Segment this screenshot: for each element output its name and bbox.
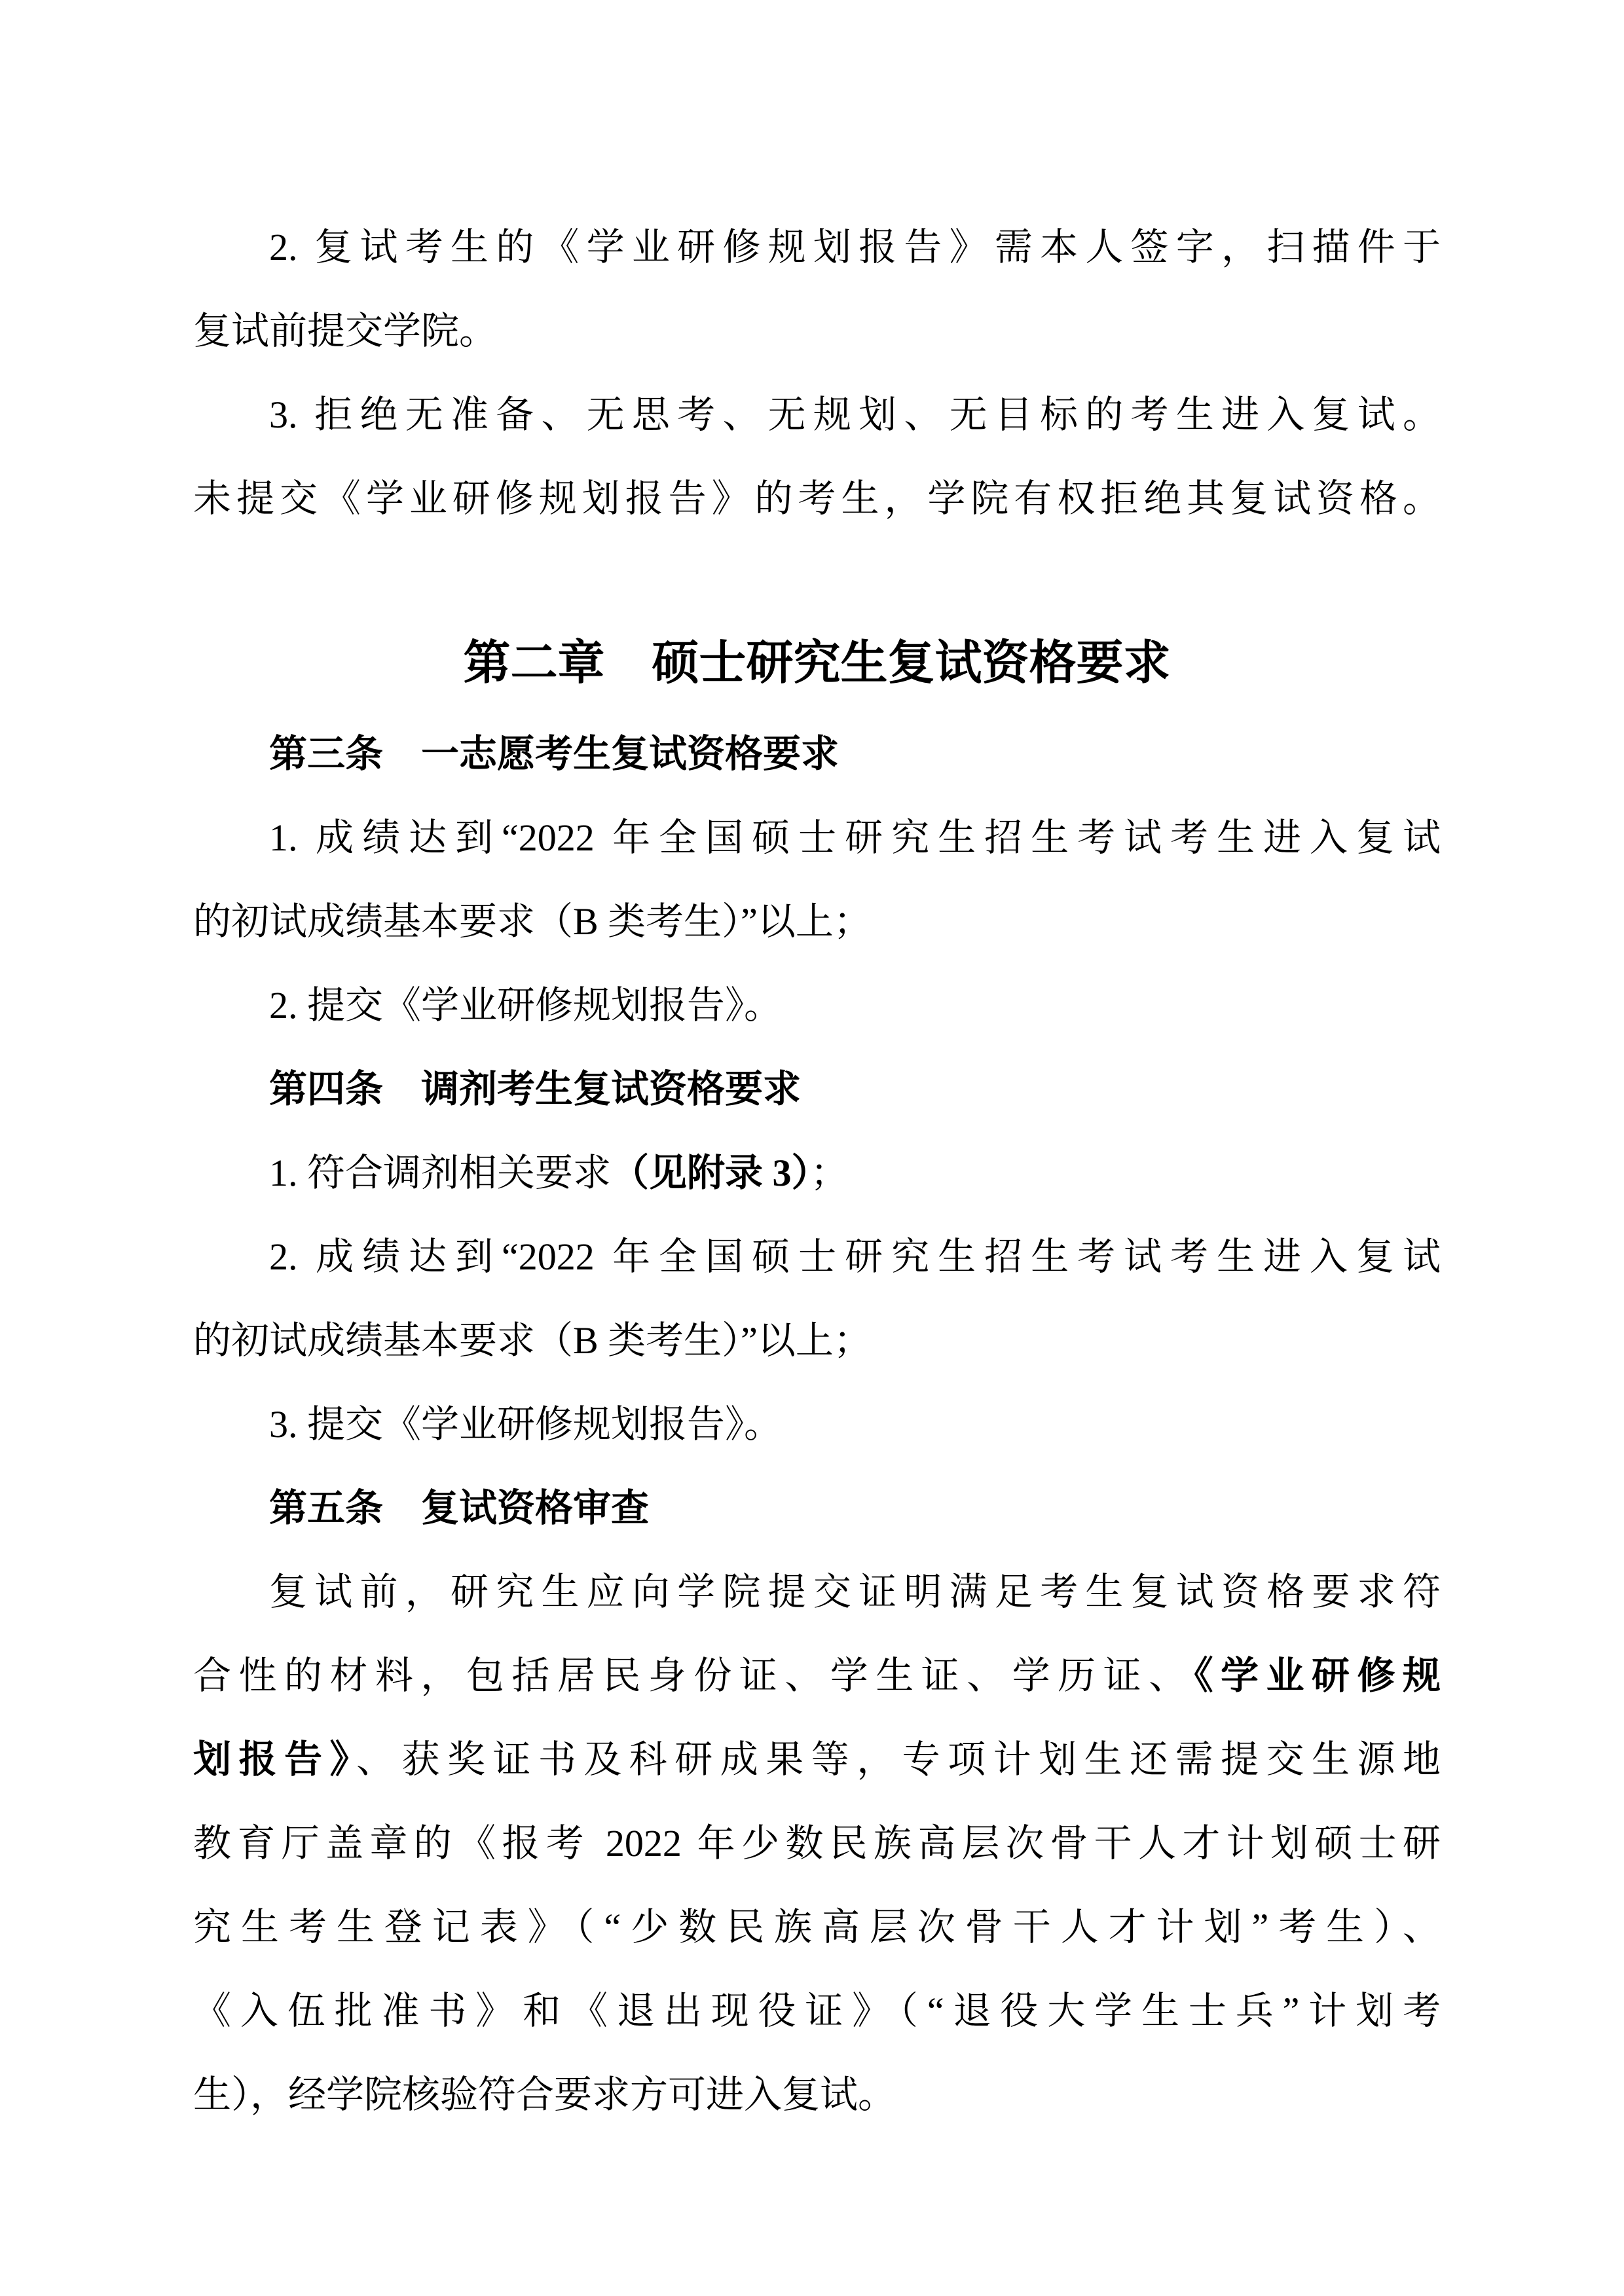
clause-4-heading [193, 1048, 1441, 1131]
text-run: 1. 成绩达到“2022 年全国硕士研究生招生考试考生进入复试 [269, 816, 1441, 859]
clause-3-item-1-line-2 [193, 880, 1441, 964]
paragraph-block-top [193, 206, 1441, 541]
clause-5-para-line-2 [193, 1634, 1441, 1718]
clause-3-item-2 [193, 964, 1441, 1048]
clause-5-para-line-7 [193, 2053, 1441, 2137]
para-3-line-1 [193, 373, 1441, 457]
text-run: 划报告》 [193, 1738, 356, 1781]
text-run: 《学业研修规 [1194, 1654, 1441, 1697]
text-run: 合性的材料，包括居民身份证、学生证、学历证、 [193, 1654, 1194, 1697]
text-run: 复试前提交学院。 [193, 310, 498, 352]
text-run: （见附录 3） [611, 1152, 811, 1194]
text-run: 2. 成绩达到“2022 年全国硕士研究生招生考试考生进入复试 [269, 1235, 1441, 1278]
text-run: 《入伍批准书》和《退出现役证》（“退役大学生士兵”计划考 [193, 1990, 1441, 2032]
clause-5-para-line-3 [193, 1718, 1441, 1802]
clause-5-para-line-1 [193, 1550, 1441, 1634]
page-content [193, 206, 1441, 2137]
text-run: 复试前，研究生应向学院提交证明满足考生复试资格要求符 [269, 1571, 1441, 1613]
para-2-line-2 [193, 289, 1441, 373]
chapter-heading: 第二章 硕士研究生复试资格要求 [463, 637, 1171, 689]
text-run: 3. 拒绝无准备、无思考、无规划、无目标的考生进入复试。 [269, 393, 1441, 436]
clause-5-para-line-5 [193, 1886, 1441, 1969]
clause-4-item-2-line-2 [193, 1299, 1441, 1383]
text-run: ； [810, 1152, 849, 1194]
clause-4-item-2-line-1 [193, 1215, 1441, 1299]
text-run: 第五条 复试资格审查 [269, 1487, 650, 1529]
clause-3-item-1-line-1 [193, 796, 1441, 880]
text-run: 生），经学院核验符合要求方可进入复试。 [193, 2073, 896, 2116]
text-run: 第三条 一志愿考生复试资格要求 [269, 733, 840, 775]
text-run: 3. 提交《学业研修规划报告》。 [269, 1403, 783, 1446]
clause-5-para-line-6 [193, 1969, 1441, 2053]
text-run: 2. 提交《学业研修规划报告》。 [269, 984, 783, 1027]
para-3-line-2 [193, 457, 1441, 541]
text-run: 的初试成绩基本要求（B 类考生）”以上； [193, 1319, 872, 1362]
text-run: 的初试成绩基本要求（B 类考生）”以上； [193, 900, 872, 943]
text-run: 究生考生登记表》（“少数民族高层次骨干人才计划”考生）、 [193, 1906, 1441, 1948]
para-2-line-1 [193, 206, 1441, 289]
text-run: 1. 符合调剂相关要求 [269, 1152, 612, 1194]
text-run: 2. 复试考生的《学业研修规划报告》需本人签字，扫描件于 [269, 226, 1441, 268]
paragraph-block-main [193, 712, 1441, 2137]
text-run: 第四条 调剂考生复试资格要求 [269, 1068, 802, 1110]
clause-5-para-line-4 [193, 1802, 1441, 1886]
clause-5-heading [193, 1467, 1441, 1550]
clause-4-item-3 [193, 1383, 1441, 1467]
text-run: 、获奖证书及科研成果等，专项计划生还需提交生源地 [356, 1738, 1441, 1781]
clause-4-item-1 [193, 1131, 1441, 1215]
text-run: 教育厅盖章的《报考 2022 年少数民族高层次骨干人才计划硕士研 [193, 1822, 1441, 1865]
clause-3-heading [193, 712, 1441, 796]
text-run: 未提交《学业研修规划报告》的考生，学院有权拒绝其复试资格。 [193, 477, 1441, 520]
